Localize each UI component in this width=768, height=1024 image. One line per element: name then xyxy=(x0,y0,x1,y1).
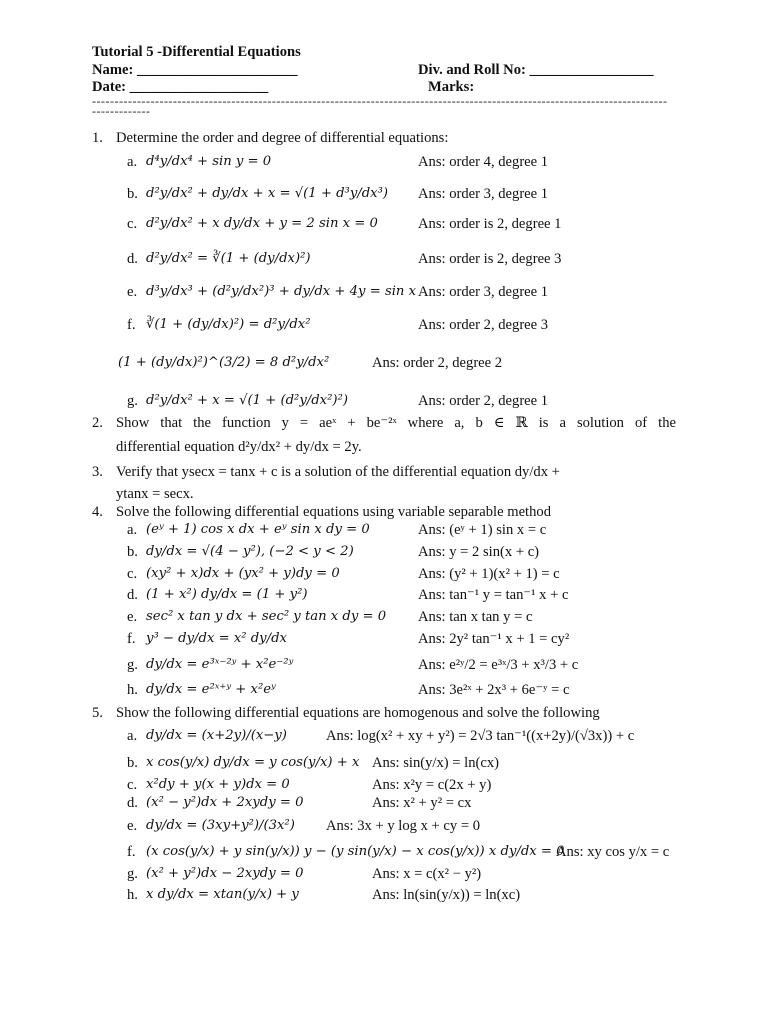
q5f-answer: Ans: xy cos y/x = c xyxy=(556,844,670,860)
q5g-answer: Ans: x = c(x² − y²) xyxy=(372,866,482,882)
q1e-answer: Ans: order 3, degree 1 xyxy=(418,284,549,300)
q1g-equation: d²y/dx² + x = √(1 + (d²y/dx²)²) xyxy=(146,393,348,408)
q5h-answer: Ans: ln(sin(y/x)) = ln(xc) xyxy=(372,887,521,903)
q1a-answer: Ans: order 4, degree 1 xyxy=(418,154,549,170)
worksheet-title: Tutorial 5 -Differential Equations xyxy=(92,44,301,60)
q4b-answer: Ans: y = 2 sin(x + c) xyxy=(418,544,540,560)
q4c-answer: Ans: (y² + 1)(x² + 1) = c xyxy=(418,566,560,582)
q5d-letter: d. xyxy=(127,795,138,811)
q1f-equation: ∛(1 + (dy/dx)²) = d²y/dx² xyxy=(146,317,311,332)
q5b-equation: x cos(y/x) dy/dx = y cos(y/x) + x xyxy=(146,755,360,770)
q1-number: 1. xyxy=(92,130,103,146)
q1f2-answer: Ans: order 2, degree 2 xyxy=(372,355,503,371)
date-field-label: Date: ___________________ xyxy=(92,79,269,95)
q4d-letter: d. xyxy=(127,587,138,603)
q1f-answer: Ans: order 2, degree 3 xyxy=(418,317,549,333)
q5-number: 5. xyxy=(92,705,103,721)
q1f2-equation: (1 + (dy/dx)²)^(3/2) = 8 d²y/dx² xyxy=(118,355,330,370)
q5d-equation: (x² − y²)dx + 2xydy = 0 xyxy=(146,795,304,810)
q1f-letter: f. xyxy=(127,317,136,333)
q3-line1: Verify that ysecx = tanx + c is a solution of the differential equation dy/dx + xyxy=(116,464,560,480)
q5h-equation: x dy/dx = xtan(y/x) + y xyxy=(146,887,299,902)
q4b-letter: b. xyxy=(127,544,138,560)
q5e-equation: dy/dx = (3xy+y²)/(3x²) xyxy=(146,818,295,833)
q5a-letter: a. xyxy=(127,728,138,744)
q1a-letter: a. xyxy=(127,154,138,170)
q4f-letter: f. xyxy=(127,631,136,647)
q4d-equation: (1 + x²) dy/dx = (1 + y²) xyxy=(146,587,308,602)
q1-text: Determine the order and degree of differential equations: xyxy=(116,130,449,146)
q5d-answer: Ans: x² + y² = cx xyxy=(372,795,472,811)
marks-field-label: Marks: xyxy=(428,79,475,95)
q4b-equation: dy/dx = √(4 − y²), (−2 < y < 2) xyxy=(146,544,354,559)
q1c-letter: c. xyxy=(127,216,138,232)
q4g-equation: dy/dx = e³ˣ⁻²ʸ + x²e⁻²ʸ xyxy=(146,657,294,672)
q1d-letter: d. xyxy=(127,251,138,267)
q1d-equation: d²y/dx² = ∛(1 + (dy/dx)²) xyxy=(146,251,311,266)
q5f-letter: f. xyxy=(127,844,136,860)
name-field-label: Name: ______________________ xyxy=(92,62,298,78)
q4e-equation: sec² x tan y dx + sec² y tan x dy = 0 xyxy=(146,609,387,624)
q1d-answer: Ans: order is 2, degree 3 xyxy=(418,251,562,267)
q4-text: Solve the following differential equations using variable separable method xyxy=(116,504,551,520)
q4e-letter: e. xyxy=(127,609,138,625)
q5c-letter: c. xyxy=(127,777,138,793)
q4d-answer: Ans: tan⁻¹ y = tan⁻¹ x + c xyxy=(418,587,569,603)
q4a-equation: (eʸ + 1) cos x dx + eʸ sin x dy = 0 xyxy=(146,522,370,537)
q3-line2: ytanx = secx. xyxy=(116,486,194,502)
q1g-letter: g. xyxy=(127,393,138,409)
q5a-equation: dy/dx = (x+2y)/(x−y) xyxy=(146,728,287,743)
q1e-equation: d³y/dx³ + (d²y/dx²)³ + dy/dx + 4y = sin x xyxy=(146,284,417,299)
q5e-answer: Ans: 3x + y log x + cy = 0 xyxy=(326,818,481,834)
q2-line1: Show that the function y = aeˣ + be⁻²ˣ where a, b ∈ ℝ is a solution of the xyxy=(116,415,676,431)
q1a-equation: d⁴y/dx⁴ + sin y = 0 xyxy=(146,154,272,169)
q4e-answer: Ans: tan x tan y = c xyxy=(418,609,533,625)
q2-line2: differential equation d²y/dx² + dy/dx = 2y. xyxy=(116,439,362,455)
q5a-answer: Ans: log(x² + xy + y²) = 2√3 tan⁻¹((x+2y)/(√3x)) + c xyxy=(326,728,635,744)
q4a-letter: a. xyxy=(127,522,138,538)
q5-text: Show the following differential equations are homogenous and solve the following xyxy=(116,705,600,721)
q5g-letter: g. xyxy=(127,866,138,882)
q1c-answer: Ans: order is 2, degree 1 xyxy=(418,216,562,232)
q1g-answer: Ans: order 2, degree 1 xyxy=(418,393,549,409)
q1c-equation: d²y/dx² + x dy/dx + y = 2 sin x = 0 xyxy=(146,216,378,231)
q5c-answer: Ans: x²y = c(2x + y) xyxy=(372,777,492,793)
q4-number: 4. xyxy=(92,504,103,520)
q5b-answer: Ans: sin(y/x) = ln(cx) xyxy=(372,755,499,771)
q2-number: 2. xyxy=(92,415,103,431)
q4g-answer: Ans: e²ʸ/2 = e³ˣ/3 + x³/3 + c xyxy=(418,657,579,673)
div-roll-field-label: Div. and Roll No: _________________ xyxy=(418,62,654,78)
q5e-letter: e. xyxy=(127,818,138,834)
q5g-equation: (x² + y²)dx − 2xydy = 0 xyxy=(146,866,304,881)
q4c-equation: (xy² + x)dx + (yx² + y)dy = 0 xyxy=(146,566,340,581)
q5h-letter: h. xyxy=(127,887,138,903)
header-separator: --------------------------------------------------------------------------------------------------------------------------------------------- xyxy=(92,94,668,118)
q1b-letter: b. xyxy=(127,186,138,202)
q4c-letter: c. xyxy=(127,566,138,582)
q1e-letter: e. xyxy=(127,284,138,300)
q5c-equation: x²dy + y(x + y)dx = 0 xyxy=(146,777,290,792)
q4g-letter: g. xyxy=(127,657,138,673)
q4h-letter: h. xyxy=(127,682,138,698)
q3-number: 3. xyxy=(92,464,103,480)
q4f-equation: y³ − dy/dx = x² dy/dx xyxy=(146,631,287,646)
q4a-answer: Ans: (eʸ + 1) sin x = c xyxy=(418,522,547,538)
q1b-equation: d²y/dx² + dy/dx + x = √(1 + d³y/dx³) xyxy=(146,186,389,201)
q5b-letter: b. xyxy=(127,755,138,771)
q4f-answer: Ans: 2y² tan⁻¹ x + 1 = cy² xyxy=(418,631,570,647)
q4h-answer: Ans: 3e²ˣ + 2x³ + 6e⁻ʸ = c xyxy=(418,682,570,698)
q1b-answer: Ans: order 3, degree 1 xyxy=(418,186,549,202)
q5f-equation: (x cos(y/x) + y sin(y/x)) y − (y sin(y/x) − x cos(y/x)) x dy/dx = 0 xyxy=(146,844,565,859)
q4h-equation: dy/dx = e²ˣ⁺ʸ + x²eʸ xyxy=(146,682,276,697)
